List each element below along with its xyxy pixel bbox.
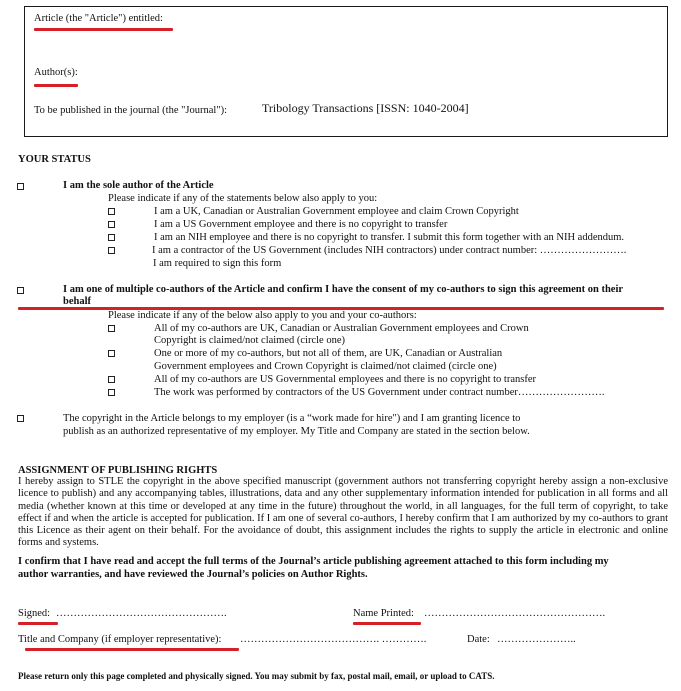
status-heading: YOUR STATUS [18,154,91,165]
date-label: Date: [467,634,490,645]
sole-option-checkbox[interactable] [108,247,115,254]
co-option-text: All of my co-authors are US Governmental employees and there is no copyright to transfer [154,374,536,385]
article-title-label: Article (the "Article") entitled: [34,13,163,24]
employer-text-line2: publish as an authorized representative of my employer. My Title and Company are stated in the section below. [63,426,530,437]
sole-option-text: I am a US Government employee and there is no copyright to transfer [154,219,448,230]
signed-label: Signed: [18,608,51,619]
journal-label: To be published in the journal (the "Journal"): [34,105,228,116]
sole-option-checkbox[interactable] [108,234,115,241]
sole-option-text: I am a UK, Canadian or Australian Government employee and claim Crown Copyright [154,206,519,217]
sole-option-checkbox[interactable] [108,208,115,215]
article-title-highlight [34,28,173,31]
employer-checkbox[interactable] [17,415,24,422]
co-option-text: The work was performed by contractors of the US Government under contract number……………………. [154,387,605,398]
assignment-confirm-line1: I confirm that I have read and accept the full terms of the Journal’s article publishing agreement attached to this form including my [18,556,609,567]
sole-option-checkbox[interactable] [108,221,115,228]
sole-author-checkbox[interactable] [17,183,24,190]
journal-value: Tribology Transactions [ISSN: 1040-2004] [262,101,469,115]
co-option-checkbox[interactable] [108,376,115,383]
signed-highlight [18,622,58,625]
co-option-checkbox[interactable] [108,389,115,396]
title-company-label: Title and Company (if employer representative): [18,634,222,645]
assignment-heading: ASSIGNMENT OF PUBLISHING RIGHTS [18,465,218,476]
assignment-body: I hereby assign to STLE the copyright in the above specified manuscript (government authors not transferring copyright hereby assign a non-exclusive licence to publish) and any accompanying tables, illustrations, data and any other supplementary information intended for publication in all forms and all media (whether known at this time or developed at any time in the future) throughout the world, in all languages, for the full term of copyright, to take effect if and when the article is accepted for publication. If I am one of several co-authors, I hereby confirm that I am authorized by my co-authors to grant this Licence as their agent on their behalf. For the avoidance of doubt, this assignment includes the rights to supply the article in electronic and online forms and systems. [18,476,668,549]
authors-label: Author(s): [34,67,78,78]
co-option-checkbox[interactable] [108,350,115,357]
co-author-label-line2: behalf [63,296,92,307]
name-printed-highlight [353,622,421,625]
co-option-checkbox[interactable] [108,325,115,332]
co-author-prompt: Please indicate if any of the below also apply to you and your co-authors: [108,310,417,321]
name-printed-field[interactable]: ……………………………………………. [424,608,606,619]
signed-field[interactable]: …………………………………………. [56,608,227,619]
name-printed-label: Name Printed: [353,608,414,619]
footer-note: Please return only this page completed and physically signed. You may submit by fax, postal mail, email, or upload to CATS. [18,671,495,681]
co-author-checkbox[interactable] [17,287,24,294]
employer-text-line1: The copyright in the Article belongs to my employer (is a “work made for hire") and I am granting licence to [63,413,521,424]
co-author-label-line1: I am one of multiple co-authors of the Article and confirm I have the consent of my co-authors to sign this agreement on their [63,284,624,295]
date-field[interactable]: ………………….. [497,634,576,645]
sole-author-label: I am the sole author of the Article [63,180,214,191]
title-company-field[interactable]: …………………………………. …………. [240,634,427,645]
co-option-text: Government employees and Crown Copyright is claimed/not claimed (circle one) [154,361,497,372]
title-company-highlight [25,648,239,651]
sole-option-text: I am a contractor of the US Government (includes NIH contractors) under contract number: ……………………. [152,245,627,256]
sole-option-text: I am an NIH employee and there is no copyright to transfer. I submit this form together with an NIH addendum. [154,232,625,243]
co-option-text: One or more of my co-authors, but not all of them, are UK, Canadian or Australian [154,348,503,359]
co-option-text: All of my co-authors are UK, Canadian or Australian Government employees and Crown [154,323,529,334]
sole-author-prompt: Please indicate if any of the statements below also apply to you: [108,193,378,204]
co-option-text: Copyright is claimed/not claimed (circle one) [154,335,345,346]
authors-highlight [34,84,78,87]
sole-author-note: I am required to sign this form [153,258,282,269]
article-info-box [24,6,668,137]
assignment-confirm-line2: author warranties, and have reviewed the Journal’s policies on Author Rights. [18,569,368,580]
